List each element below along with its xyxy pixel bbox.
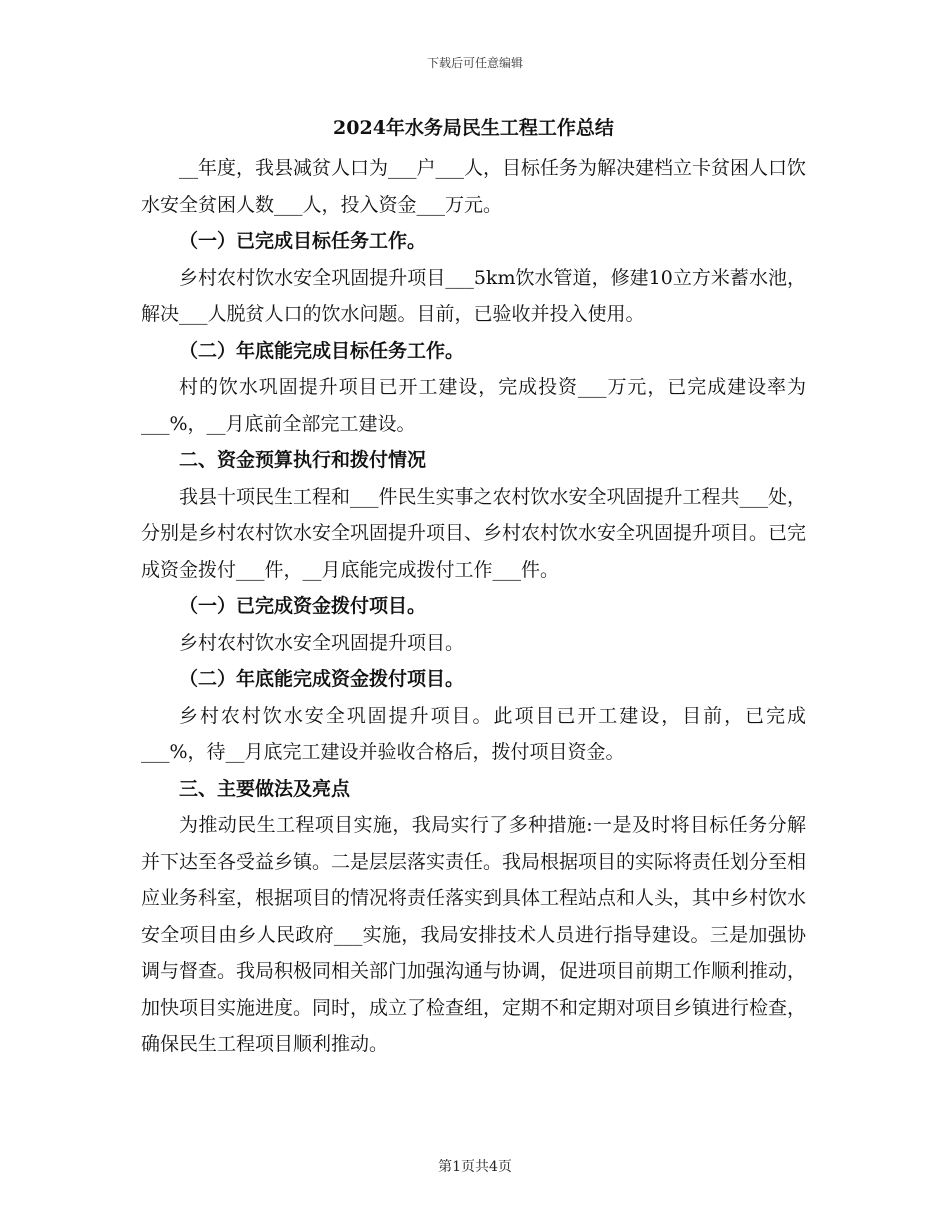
page-footer: 第1页共4页 (438, 1159, 512, 1175)
subheading-year-end-funds: （二）年底能完成资金拨付项目。 (179, 668, 465, 690)
document-body (141, 110, 806, 1063)
header-note: 下载后可任意编辑 (426, 56, 523, 70)
subheading-year-end-tasks: （二）年底能完成目标任务工作。 (179, 339, 465, 362)
completed-funds-paragraph: 乡村农村饮水安全巩固提升项目。 (179, 631, 465, 654)
subheading-completed-funds: （一）已完成资金拨付项目。 (179, 595, 427, 617)
document-title: 2024年水务局民生工程工作总结 (333, 117, 614, 139)
funds-paragraph: 我县十项民生工程和___件民生实事之农村饮水安全巩固提升工程共___处，分别是乡村农村饮水安全巩固提升项目、乡村农村饮水安全巩固提升项目。已完成资金拨付___件，__月底能完成拨付工作___件。 (141, 485, 807, 581)
practices-paragraph: 为推动民生工程项目实施，我局实行了多种措施:一是及时将目标任务分解并下达至各受益乡镇。二是层层落实责任。我局根据项目的实际将责任划分至相应业务科室，根据项目的情况将责任落实到具体工程站点和人头，其中乡村饮水安全项目由乡人民政府___实施，我局安排技术人员进行指导建设。三是加强协调与督查。我局积极同相关部门加强沟通与协调，促进项目前期工作顺利推动，加快项目实施进度。同时，成立了检查组，定期不和定期对项目乡镇进行检查，确保民生工程项目顺利推动。 (141, 814, 807, 1055)
year-end-tasks-paragraph: 村的饮水巩固提升项目已开工建设，完成投资___万元，已完成建设率为___%，__月底前全部完工建设。 (141, 376, 806, 435)
year-end-funds-paragraph: 乡村农村饮水安全巩固提升项目。此项目已开工建设，目前，已完成___%，待__月底完工建设并验收合格后，拨付项目资金。 (141, 704, 806, 763)
subheading-completed-tasks: （一）已完成目标任务工作。 (179, 230, 427, 252)
intro-paragraph: __年度，我县减贫人口为___户___人，目标任务为解决建档立卡贫困人口饮水安全贫困人数___人，投入资金___万元。 (141, 157, 807, 216)
section-heading-funds: 二、资金预算执行和拨付情况 (179, 449, 427, 471)
completed-tasks-paragraph: 乡村农村饮水安全巩固提升项目___5km饮水管道，修建10立方米蓄水池，解决___人脱贫人口的饮水问题。目前，已验收并投入使用。 (141, 266, 806, 325)
section-heading-practices: 三、主要做法及亮点 (179, 777, 351, 800)
